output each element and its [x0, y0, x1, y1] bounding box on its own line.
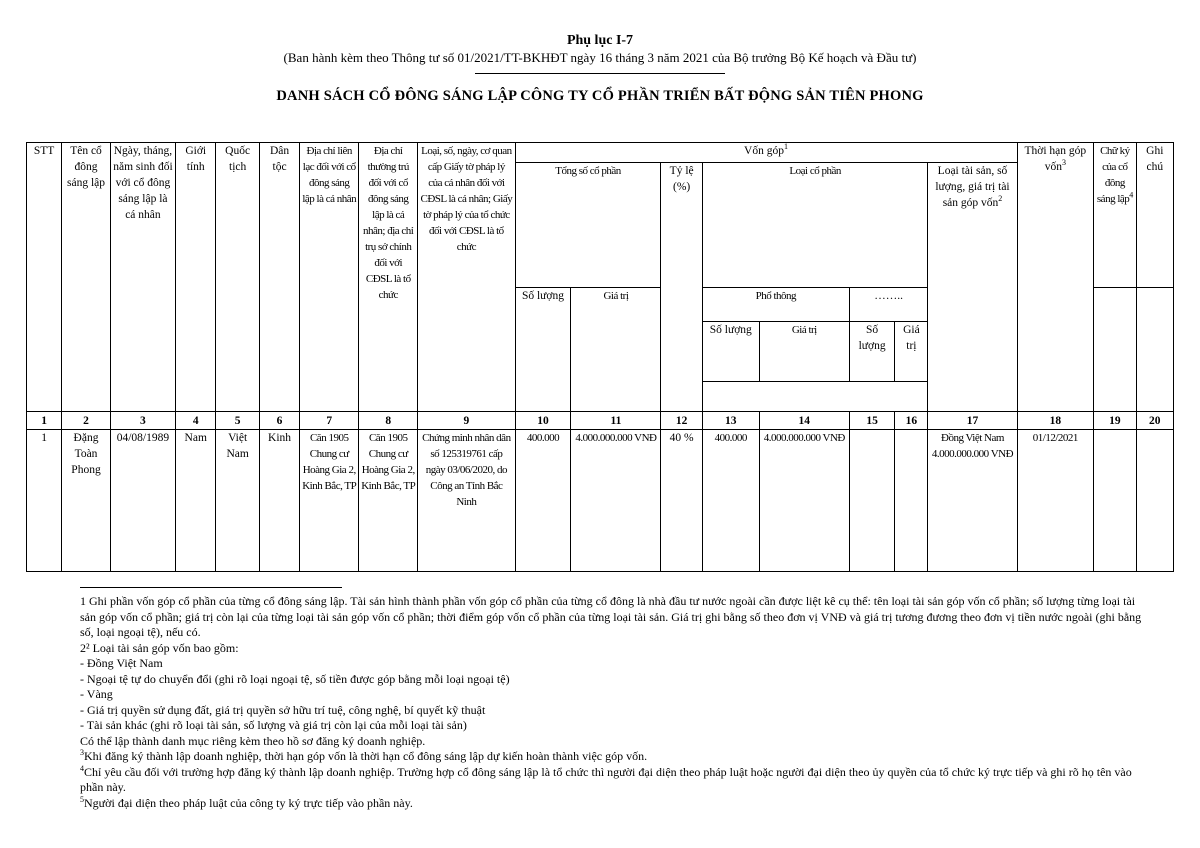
row-legal-doc: Chứng minh nhân dân số 125319761 cấp ngày 03/06/2020, do Công an Tỉnh Bắc Ninh [418, 430, 515, 572]
row-total-value: 4.000.000.000 VNĐ [571, 430, 661, 572]
column-number: 1 [27, 412, 62, 430]
table-row [27, 430, 1174, 572]
column-number: 4 [176, 412, 216, 430]
column-number: 13 [702, 412, 759, 430]
column-number: 18 [1017, 412, 1094, 430]
header-other-quantity: Số lượng [849, 322, 895, 382]
footnote-2-item: - Vàng [80, 687, 113, 701]
row-common-quantity: 400.000 [702, 430, 759, 572]
header-ethnicity: Dân tộc [259, 143, 299, 412]
column-number: 20 [1136, 412, 1173, 430]
document-title: DANH SÁCH CỔ ĐÔNG SÁNG LẬP CÔNG TY CỔ PHẦN TRIỂN BẤT ĐỘNG SẢN TIÊN PHONG [276, 88, 924, 104]
column-number: 17 [928, 412, 1017, 430]
column-number: 6 [259, 412, 299, 430]
footnote-4: $^4$Chỉ yêu cầu đối với trường hợp đăng ký thành lập doanh nghiệp. Trường hợp cổ đông sáng lập là tổ chức thì người đại diện theo pháp luật hoặc người đại diện theo ủy quyền của tổ chức ký trực tiếp và ghi rõ họ tên vào phần này. [80, 763, 1132, 794]
column-number: 5 [216, 412, 259, 430]
row-residence: Căn 1905 Chung cư Hoàng Gia 2, Kinh Bắc, TP [359, 430, 418, 572]
row-contact-address: Căn 1905 Chung cư Hoàng Gia 2, Kinh Bắc, TP [300, 430, 359, 572]
header-contact-address: Địa chỉ liên lạc đối với cổ đông sáng lập là cá nhân [300, 143, 359, 412]
header-residence: Địa chỉ thường trú đối với cổ đông sáng lập là cá nhân; địa chỉ trụ sở chính đối với CĐSL là tổ chức [359, 143, 418, 412]
footnote-2-intro: 2² Loại tài sản góp vốn bao gồm: [80, 640, 239, 655]
header-total-value: Giá trị [571, 288, 661, 412]
footnote-1: 1 Ghi phần vốn góp cổ phần của từng cổ đông sáng lập. Tài sản hình thành phần vốn góp cổ phần của từng cổ đông là nhà đầu tư nước ngoài cần được liệt kê cụ thể: tên loại tài sản góp vốn cổ phần; số lượng từng loại tài sản góp vốn cổ phần; giá trị còn lại của từng loại tài sản góp vốn cổ phần; thời điểm góp vốn cổ phần của từng loại tài sản. Giá trị ghi bằng số theo đơn vị VNĐ và giá trị tương đương theo đơn vị tiền nước ngoài (ghi bằng số, loại ngoại tệ), nếu có. [80, 594, 1142, 639]
header-share-types: Loại cổ phần [702, 163, 928, 288]
footnote-3: $^3$Khi đăng ký thành lập doanh nghiệp, thời hạn góp vốn là thời hạn cổ đông sáng lập dự kiến hoàn thành việc góp vốn. [80, 748, 648, 763]
row-other-value [895, 430, 928, 572]
issued-by-note: (Ban hành kèm theo Thông tư số 01/2021/TT-BKHĐT ngày 16 tháng 3 năm 2021 của Bộ trưởng Bộ Kế hoạch và Đầu tư) [283, 50, 917, 65]
header-common: Phổ thông [702, 288, 849, 322]
header-deadline: Thời hạn góp vốn$^3$ [1017, 143, 1094, 412]
row-other-quantity [849, 430, 895, 572]
row-gender: Nam [176, 430, 216, 572]
column-number: 12 [661, 412, 702, 430]
column-number: 15 [849, 412, 895, 430]
footnotes [80, 594, 1150, 811]
row-asset: Đồng Việt Nam 4.000.000.000 VNĐ [928, 430, 1017, 572]
row-signature [1094, 430, 1136, 572]
title-divider [475, 73, 725, 74]
column-number: 14 [759, 412, 849, 430]
column-number-row [27, 412, 1174, 430]
note-column-spacer [1136, 288, 1173, 412]
header-legal-doc: Loại, số, ngày, cơ quan cấp Giấy tờ pháp lý của cá nhân đối với CĐSL là cá nhân; Giấy tờ pháp lý của tổ chức đối với CĐSL là tổ chức [418, 143, 515, 412]
row-ratio: 40 % [661, 430, 702, 572]
row-total-quantity: 400.000 [515, 430, 571, 572]
row-deadline: 01/12/2021 [1017, 430, 1094, 572]
footnote-2-item: - Đồng Việt Nam [80, 656, 163, 670]
footnote-5: $^5$Người đại diện theo pháp luật của công ty ký trực tiếp vào phần này. [80, 794, 413, 810]
shareholder-table [26, 142, 1174, 572]
footnote-2-item: - Giá trị quyền sử dụng đất, giá trị quyền sở hữu trí tuệ, công nghệ, bí quyết kỹ thuật [80, 702, 486, 717]
header-stt: STT [27, 143, 62, 412]
header-signature: Chữ ký của cổ đông sáng lập$^4$ [1094, 143, 1136, 288]
header-total-shares: Tổng số cổ phần [515, 163, 661, 288]
header-share-spacer [702, 382, 928, 412]
row-stt: 1 [27, 430, 62, 572]
column-number: 8 [359, 412, 418, 430]
column-number: 16 [895, 412, 928, 430]
header-asset-type: Loại tài sản, số lượng, giá trị tài sản góp vốn$^2$ [928, 163, 1017, 412]
footnote-2-item: - Ngoại tệ tự do chuyển đổi (ghi rõ loại ngoại tệ, số tiền được góp bằng mỗi loại ngoại tệ) [80, 671, 510, 686]
signature-column-spacer [1094, 288, 1136, 412]
header-name: Tên cổ đông sáng lập [62, 143, 111, 412]
column-number: 11 [571, 412, 661, 430]
row-common-value: 4.000.000.000 VNĐ [759, 430, 849, 572]
header-nationality: Quốc tịch [216, 143, 259, 412]
column-number: 9 [418, 412, 515, 430]
column-number: 7 [300, 412, 359, 430]
row-name: Đặng Toàn Phong [62, 430, 111, 572]
header-total-quantity: Số lượng [515, 288, 571, 412]
row-dob: 04/08/1989 [110, 430, 175, 572]
footnote-2-item: - Tài sản khác (ghi rõ loại tài sản, số lượng và giá trị còn lại của mỗi loại tài sản) [80, 718, 467, 732]
header-other-value: Giá trị [895, 322, 928, 382]
header-common-value: Giá trị [759, 322, 849, 382]
footnote-2-extra: Có thể lập thành danh mục riêng kèm theo hồ sơ đăng ký doanh nghiệp. [80, 733, 426, 748]
row-note [1136, 430, 1173, 572]
row-ethnicity: Kinh [259, 430, 299, 572]
column-number: 3 [110, 412, 175, 430]
header-note: Ghi chú [1136, 143, 1173, 288]
column-number: 10 [515, 412, 571, 430]
header-other-types: …….. [849, 288, 928, 322]
column-number: 2 [62, 412, 111, 430]
column-number: 19 [1094, 412, 1136, 430]
header-ratio: Tỷ lệ (%) [661, 163, 702, 412]
header-common-quantity: Số lượng [702, 322, 759, 382]
header-capital: Vốn góp$^1$ [515, 143, 1017, 163]
header-gender: Giới tính [176, 143, 216, 412]
appendix-label: Phụ lục I-7 [566, 33, 634, 48]
footnote-divider [80, 587, 342, 588]
header-dob: Ngày, tháng, năm sinh đối với cổ đông sáng lập là cá nhân [110, 143, 175, 412]
row-nationality: Việt Nam [216, 430, 259, 572]
